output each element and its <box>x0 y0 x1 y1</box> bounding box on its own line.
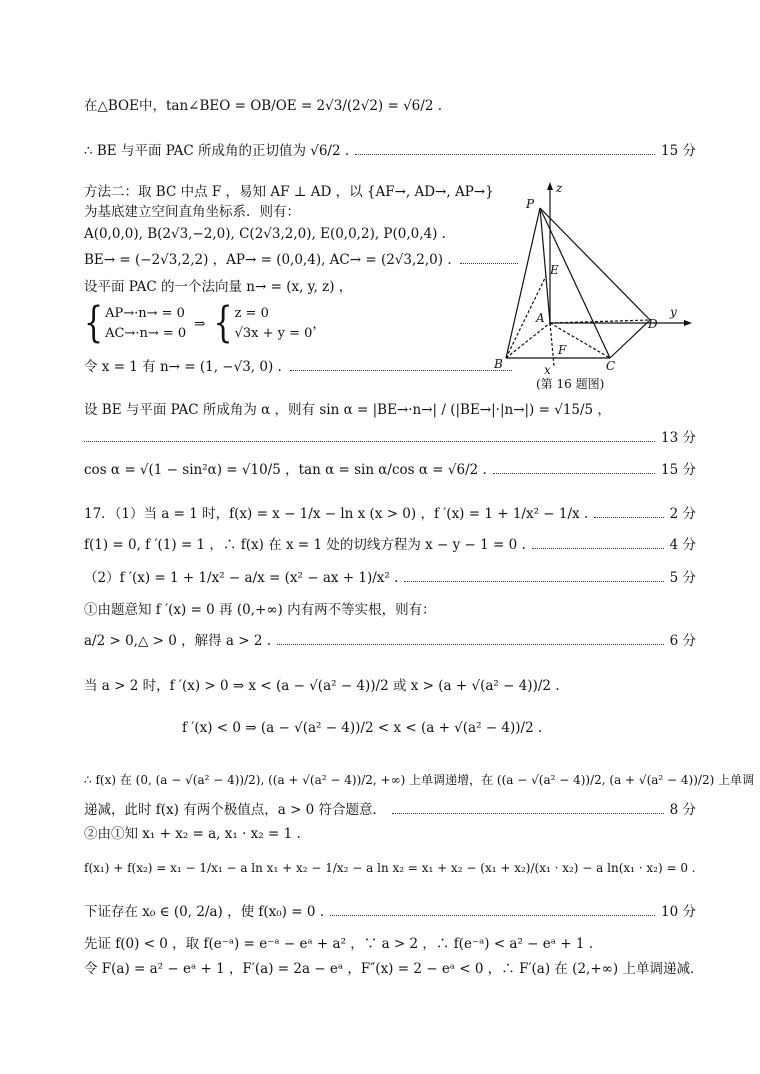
dotted-leader <box>277 644 664 645</box>
label-F: F <box>558 343 567 357</box>
label-B: B <box>494 357 503 371</box>
derivative-part2: （2）f ′(x) = 1 + 1/x² − a/x = (x² − ax + 1)/x² . <box>84 570 399 586</box>
score-label: 4 分 <box>669 537 696 553</box>
score-label: 13 分 <box>661 430 696 446</box>
dotted-leader <box>594 517 663 518</box>
edge-CD <box>610 320 650 358</box>
text-line-13 <box>84 504 696 524</box>
text-line-22 <box>84 824 301 844</box>
vieta-relations: ②由①知 x₁ + x₂ = a, x₁ · x₂ = 1 . <box>84 826 301 842</box>
dotted-leader <box>404 581 663 582</box>
comma: ， <box>312 316 326 332</box>
dotted-leader <box>330 915 655 916</box>
text-line-1 <box>84 96 442 116</box>
label-A: A <box>536 311 545 325</box>
score-label: 2 分 <box>669 506 696 522</box>
text-line-7 <box>84 277 352 297</box>
dotted-leader <box>355 154 655 155</box>
be-tangent-conclusion: ∴ BE 与平面 PAC 所成角的正切值为 √6/2 . <box>84 143 350 159</box>
normal-vector-def: 设平面 PAC 的一个法向量 n→ = (x, y, z) ， <box>84 279 353 295</box>
F-a-analysis: 令 F(a) = a² − eᵃ + 1 ，F′(a) = 2a − eᵃ ，F″(x) = 2 − eᵃ < 0 ，∴ F′(a) 在 (2,+∞) 上单调递减． <box>84 961 704 977</box>
dotted-leader <box>493 473 655 474</box>
tangent-line: f(1) = 0, f ′(1) = 1 ，∴ f(x) 在 x = 1 处的切线方程为 x − y − 1 = 0 . <box>84 537 526 553</box>
text-line-17 <box>84 631 696 651</box>
dotted-leader <box>290 370 512 371</box>
text-line-2 <box>84 141 696 161</box>
text-line-26 <box>84 959 703 979</box>
score-label: 10 分 <box>661 904 696 920</box>
figure-caption: (第 16 题图) <box>536 377 605 391</box>
sum-f-zero: f(x₁) + f(x₂) = x₁ − 1/x₁ − a ln x₁ + x₂ − 1/x₂ − a ln x₂ = x₁ + x₂ − (x₁ + x₂)/(x₁ · x₂) − a ln(x₁ · x₂) = 0 . <box>84 861 696 875</box>
ac-dot-n: AC→·n→ = 0 <box>105 326 187 341</box>
system-right <box>235 304 313 344</box>
left-brace: { <box>84 298 104 348</box>
two-roots-condition: ①由题意知 f ′(x) = 0 再 (0,+∞) 内有两不等实根，则有： <box>84 602 436 618</box>
y-axis-arrow <box>684 320 692 326</box>
score-label: 5 分 <box>669 570 696 586</box>
dotted-leader <box>392 813 664 814</box>
text-line-21 <box>84 800 696 820</box>
solve-a-gt-2: a/2 > 0,△ > 0 ，解得 a > 2 . <box>84 633 272 649</box>
text-line-5 <box>84 224 446 244</box>
problem-17-part1: 17．（1）当 a = 1 时，f(x) = x − 1/x − ln x (x > 0) ，f ′(x) = 1 + 1/x² − 1/x . <box>84 506 589 522</box>
text-line-6 <box>84 250 518 270</box>
method-two-intro: 方法二：取 BC 中点 F ，易知 AF ⊥ AD ，以 {AF→, AD→, AP→} <box>84 184 494 200</box>
implies-arrow: ⇒ <box>194 316 206 332</box>
text-line-18 <box>84 676 560 696</box>
text-line-14 <box>84 535 696 555</box>
z-axis-arrow <box>547 182 553 190</box>
increasing-interval: 当 a > 2 时，f ′(x) > 0 ⇒ x < (a − √(a² − 4))/2 或 x > (a + √(a² − 4))/2 . <box>84 678 560 694</box>
dotted-leader <box>532 548 664 549</box>
text-line-8-system <box>84 300 326 348</box>
text-line-24 <box>84 902 696 922</box>
text-line-4 <box>84 202 300 222</box>
basis-statement: 为基底建立空间直角坐标系．则有： <box>84 204 300 220</box>
coordinates-list: A(0,0,0), B(2√3,−2,0), C(2√3,2,0), E(0,0,2), P(0,0,4) . <box>84 226 446 242</box>
text-line-10 <box>84 400 611 420</box>
score-label: 15 分 <box>661 143 696 159</box>
dotted-leader <box>84 441 655 442</box>
text-line-25 <box>84 934 593 954</box>
label-D: D <box>648 317 658 331</box>
text-line-11 <box>84 428 696 448</box>
vectors-list: BE→ = (−2√3,2,2) ，AP→ = (0,0,4), AC→ = (2√3,2,0) . <box>84 252 452 268</box>
label-P: P <box>526 197 535 211</box>
decreasing-interval: f ′(x) < 0 ⇒ (a − √(a² − 4))/2 < x < (a + √(a² − 4))/2 . <box>182 720 543 736</box>
text-line-15 <box>84 568 696 588</box>
system-left <box>105 304 186 344</box>
text-line-3 <box>84 182 494 202</box>
score-label: 8 分 <box>669 802 696 818</box>
left-brace: { <box>213 298 233 348</box>
extreme-points: 递减，此时 f(x) 有两个极值点，a > 0 符合题意． <box>84 802 387 818</box>
score-label: 6 分 <box>669 633 696 649</box>
score-label: 15 分 <box>661 462 696 478</box>
z-eq-zero: z = 0 <box>234 306 269 321</box>
label-z: z <box>556 181 563 195</box>
sqrt3x-plus-y: √3x + y = 0 <box>234 326 313 341</box>
monotonic-summary: ∴ f(x) 在 (0, (a − √(a² − 4))/2), ((a + √(a² − 4))/2, +∞) 上单调递增，在 ((a − √(a² − 4))/2, (a + √(a² − 4))/2) 上单调 <box>84 773 755 787</box>
pyramid-figure <box>488 178 698 398</box>
x-axis <box>550 323 554 366</box>
label-x: x <box>544 363 551 377</box>
existence-claim: 下证存在 x₀ ∈ (0, 2/a) ，使 f(x₀) = 0 . <box>84 904 324 920</box>
text-line-9 <box>84 357 512 377</box>
f-e-neg-a: 先证 f(0) < 0 ，取 f(e⁻ᵃ) = e⁻ᵃ − eᵃ + a² ，∵ a > 2 ，∴ f(e⁻ᵃ) < a² − eᵃ + 1 . <box>84 936 594 952</box>
cos-tan-alpha: cos α = √(1 − sin²α) = √10/5 ，tan α = sin α/cos α = √6/2 . <box>84 462 487 478</box>
text-line-19 <box>182 718 542 738</box>
label-y: y <box>670 305 677 319</box>
sin-alpha-equation: 设 BE 与平面 PAC 所成角为 α ，则有 sin α = |BE→·n→| / (|BE→|·|n→|) = √15/5 ， <box>84 402 611 418</box>
tan-bEO-equation: 在△BOE中，tan∠BEO = OB/OE = 2√3/(2√2) = √6/2 . <box>84 98 442 114</box>
text-line-16 <box>84 600 436 620</box>
text-line-23 <box>84 858 696 878</box>
text-line-20 <box>84 770 754 790</box>
label-E: E <box>550 263 559 277</box>
ap-dot-n: AP→·n→ = 0 <box>105 306 185 321</box>
text-line-12 <box>84 460 696 480</box>
normal-vector-value: 令 x = 1 有 n→ = (1, −√3, 0) . <box>84 359 282 375</box>
label-C: C <box>606 359 616 373</box>
